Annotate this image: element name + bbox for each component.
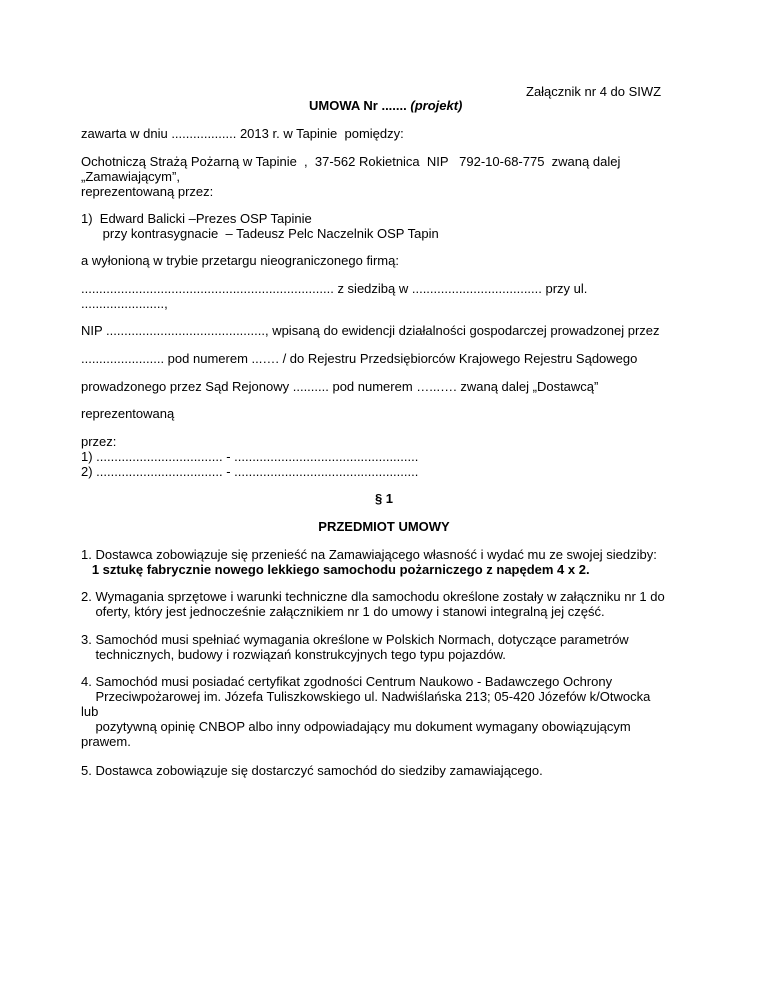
party-line-1: Ochotniczą Strażą Pożarną w Tapinie , 37-562 Rokietnica NIP 792-10-68-775 zwaną dalej [81,154,621,169]
clause-4-line-4: pozytywną opinię CNBOP albo inny odpowiadający mu dokument wymagany obowiązującym [81,719,631,734]
clause-4-line-1: 4. Samochód musi posiadać certyfikat zgodności Centrum Naukowo - Badawczego Ochrony [81,674,613,689]
contract-title-suffix: (projekt) [410,98,463,113]
attachment-note: Załącznik nr 4 do SIWZ [526,84,662,99]
contract-title [309,98,462,113]
represented-label: reprezentowaną [81,406,175,421]
signatory-line-1: 1) ................................... - ................................................... [81,449,419,464]
clause-2-line-1: 2. Wymagania sprzętowe i warunki techniczne dla samochodu określone zostały w załączniku nr 1 do [81,589,665,604]
register-line: ....................... pod numerem ...…. / do Rejestru Przedsiębiorców Krajowego Rejestru Sądowego [81,351,638,366]
clause-2-line-2: oferty, który jest jednocześnie załącznikiem nr 1 do umowy i stanowi integralną jej część. [81,604,605,619]
clause-1-line-2: 1 sztukę fabrycznie nowego lekkiego samochodu pożarniczego z napędem 4 x 2. [81,562,590,577]
firm-line-1: ...................................................................... z siedzibą w .................................... przy ul. [81,281,588,296]
nip-line: NIP ............................................, wpisaną do ewidencji działalności gospodarczej prowadzonej przez [81,323,660,338]
clause-3-line-1: 3. Samochód musi spełniać wymagania określone w Polskich Normach, dotyczące parametrów [81,632,629,647]
clause-4-line-3: lub [81,704,99,719]
clause-5-line-1: 5. Dostawca zobowiązuje się dostarczyć samochód do siedziby zamawiającego. [81,763,543,778]
representative-2: przy kontrasygnacie – Tadeusz Pelc Naczelnik OSP Tapin [81,226,439,241]
party-line-2: „Zamawiającym”, [81,169,180,184]
clause-4-line-2: Przeciwpożarowej im. Józefa Tuliszkowskiego ul. Nadwiślańska 213; 05-420 Józefów k/Otwocka [81,689,651,704]
clause-3-line-2: technicznych, budowy i rozwiązań konstrukcyjnych tego typu pojazdów. [81,647,506,662]
court-line: prowadzonego przez Sąd Rejonowy .......... pod numerem …...…. zwaną dalej „Dostawcą” [81,379,599,394]
signatory-line-2: 2) ................................... - ................................................... [81,464,419,479]
clause-4-line-5: prawem. [81,734,131,749]
representative-1: 1) Edward Balicki –Prezes OSP Tapinie [81,211,312,226]
represented-by: reprezentowaną przez: [81,184,214,199]
section-number: § 1 [374,491,394,506]
tender-line: a wyłonioną w trybie przetargu nieograniczonego firmą: [81,253,399,268]
firm-line-2: ......................., [81,296,168,311]
clause-1-line-1: 1. Dostawca zobowiązuje się przenieść na Zamawiającego własność i wydać mu ze swojej siedziby: [81,547,657,562]
through-label: przez: [81,434,117,449]
contract-title-main: UMOWA Nr ....... [309,98,411,113]
concluded-line: zawarta w dniu .................. 2013 r. w Tapinie pomiędzy: [81,126,404,141]
section-title: PRZEDMIOT UMOWY [318,519,450,534]
